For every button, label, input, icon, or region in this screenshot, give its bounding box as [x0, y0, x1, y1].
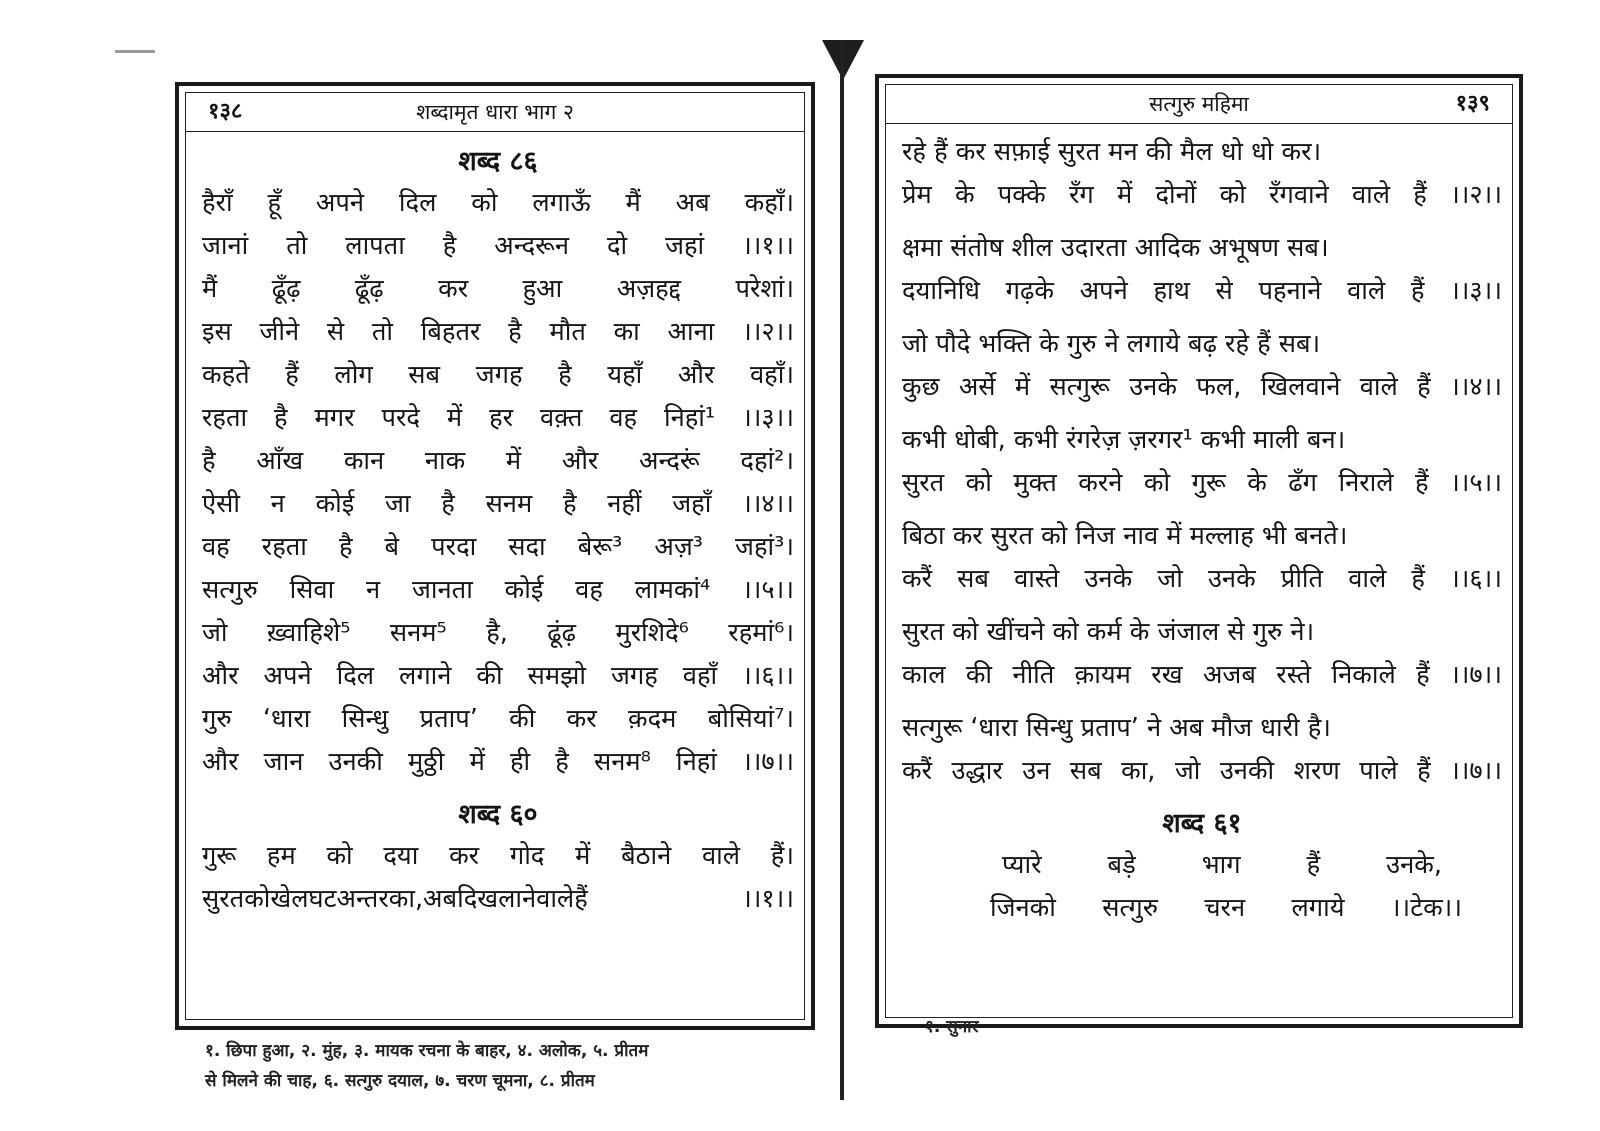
stanza — [902, 419, 1502, 505]
right-page-header — [886, 85, 1512, 124]
verse-line: कहते हैं लोग सब जगह है यहाँ और वहाँ। — [202, 360, 794, 390]
scan-smudge — [115, 50, 155, 53]
verse-line: और जान उनकी मुठ्ठी में ही है सनम⁸ निहां ।।७।। — [202, 747, 794, 777]
footnote-line: १. सुनार — [925, 1017, 979, 1037]
left-page-inner-border — [185, 92, 805, 1020]
right-page — [875, 74, 1523, 1028]
stanza — [902, 515, 1502, 601]
verse-line: जो ख़्वाहिशे⁵ सनम⁵ है, ढूंढ़ मुरशिदे⁶ रहमां⁶। — [202, 618, 794, 648]
stanza — [902, 611, 1502, 697]
verse-line: सुरत को खींचने को कर्म के जंजाल से गुरु ने। — [902, 617, 1315, 647]
verse-line: और अपने दिल लगाने की समझो जगह वहाँ ।।६।। — [202, 661, 794, 691]
verse-line: क्षमा संतोष शील उदारता आदिक अभूषण सब। — [902, 233, 1329, 263]
running-title: शब्दामृत धारा भाग २ — [416, 100, 574, 124]
right-page-inner-border — [885, 84, 1513, 1018]
verse-line: रहता है मगर परदे में हर वक़्त वह निहां¹ ।।३।। — [202, 403, 794, 433]
verse-line: कभी धोबी, कभी रंगरेज़ ज़रगर¹ कभी माली बन। — [902, 425, 1346, 455]
verse-line: करैं उद्धार उन सब का, जो उनकी शरण पाले हैं ।।७।। — [902, 756, 1502, 786]
footnote-line: से मिलने की चाह, ६. सत्गुरु दयाल, ७. चरण चूमना, ८. प्रीतम — [205, 1071, 595, 1091]
left-page — [175, 82, 815, 1030]
page-number: १३९ — [1455, 91, 1490, 116]
verse-block — [202, 835, 794, 921]
verse-line: हैराँ हूँ अपने दिल को लगाऊँ मैं अब कहाँ। — [202, 188, 794, 218]
footnotes — [205, 1036, 648, 1096]
section-heading: शब्द ६१ — [1162, 808, 1242, 839]
verse-line: रहे हैं कर सफ़ाई सुरत मन की मैल धो धो कर। — [902, 137, 1322, 167]
verse-line: दयानिधि गढ़के अपने हाथ से पहनाने वाले हैं ।।३।। — [902, 276, 1502, 306]
verse-line: ऐसी न कोई जा है सनम है नहीं जहाँ ।।४।। — [202, 489, 794, 519]
page-number: १३८ — [208, 99, 243, 124]
section-heading: शब्द ८६ — [458, 146, 538, 177]
verse-line: जानां तो लापता है अन्दरून दो जहां ।।१।। — [202, 231, 794, 261]
section-heading: शब्द ६० — [458, 799, 538, 830]
verse-line: सुरत को मुक्त करने को गुरू के ढँग निराले हैं ।।५।। — [902, 468, 1502, 498]
left-page-body — [202, 133, 794, 921]
stanza — [902, 131, 1502, 217]
verse-line: है आँख कान नाक में और अन्दरूं दहां²। — [202, 446, 794, 476]
tek-line: प्यारे बड़े भाग हैं उनके, — [1002, 850, 1442, 880]
verse-line: सत्गुरू ‘धारा सिन्धु प्रताप’ ने अब मौज धारी है। — [902, 713, 1331, 743]
verse-line: काल की नीति क़ायम रख अजब रस्ते निकाले हैं ।।७।। — [902, 660, 1502, 690]
stanza — [902, 707, 1502, 793]
right-page-body — [902, 131, 1502, 930]
verse-block — [202, 182, 794, 784]
verse-line: सुरतकोखेलघटअन्तरका,अबदिखलानेवालेहैं ।।१।। — [202, 884, 794, 914]
verse-line: इस जीने से तो बिहतर है मौत का आना ।।२।। — [202, 317, 794, 347]
verse-line: गुरू हम को दया कर गोद में बैठाने वाले हैं। — [202, 841, 794, 871]
left-page-header — [186, 93, 804, 132]
verse-line: वह रहता है बे परदा सदा बेरू³ अज़³ जहां³। — [202, 532, 794, 562]
verse-line: जो पौदे भक्ति के गुरु ने लगाये बढ़ रहे हैं सब। — [902, 329, 1321, 359]
stanza — [902, 227, 1502, 313]
footnote-line: १. छिपा हुआ, २. मुंह, ३. मायक रचना के बाहर, ४. अलोक, ५. प्रीतम — [205, 1041, 649, 1061]
tek-line: जिनको सत्गुरु चरन लगाये ।।टेक।। — [990, 893, 1462, 923]
stanza — [902, 323, 1502, 409]
verse-line: गुरु ‘धारा सिन्धु प्रताप’ की कर क़दम बोसियां⁷। — [202, 704, 794, 734]
verse-line: मैं ढूँढ़ ढूँढ़ कर हुआ अज़हद्द परेशां। — [202, 274, 794, 304]
verse-line: करैं सब वास्ते उनके जो उनके प्रीति वाले हैं ।।६।। — [902, 564, 1502, 594]
verse-line: कुछ अर्से में सत्गुरू उनके फल, खिलवाने वाले हैं ।।४।। — [902, 372, 1502, 402]
verse-line: बिठा कर सुरत को निज नाव में मल्लाह भी बनते। — [902, 521, 1348, 551]
running-title: सत्गुरु महिमा — [1149, 92, 1249, 116]
verse-line: प्रेम के पक्के रँग में दोनों को रँगवाने वाले हैं ।।२।। — [902, 180, 1502, 210]
verse-line: सत्गुरु सिवा न जानता कोई वह लामकां⁴ ।।५।। — [202, 575, 794, 605]
book-gutter — [840, 40, 844, 1100]
